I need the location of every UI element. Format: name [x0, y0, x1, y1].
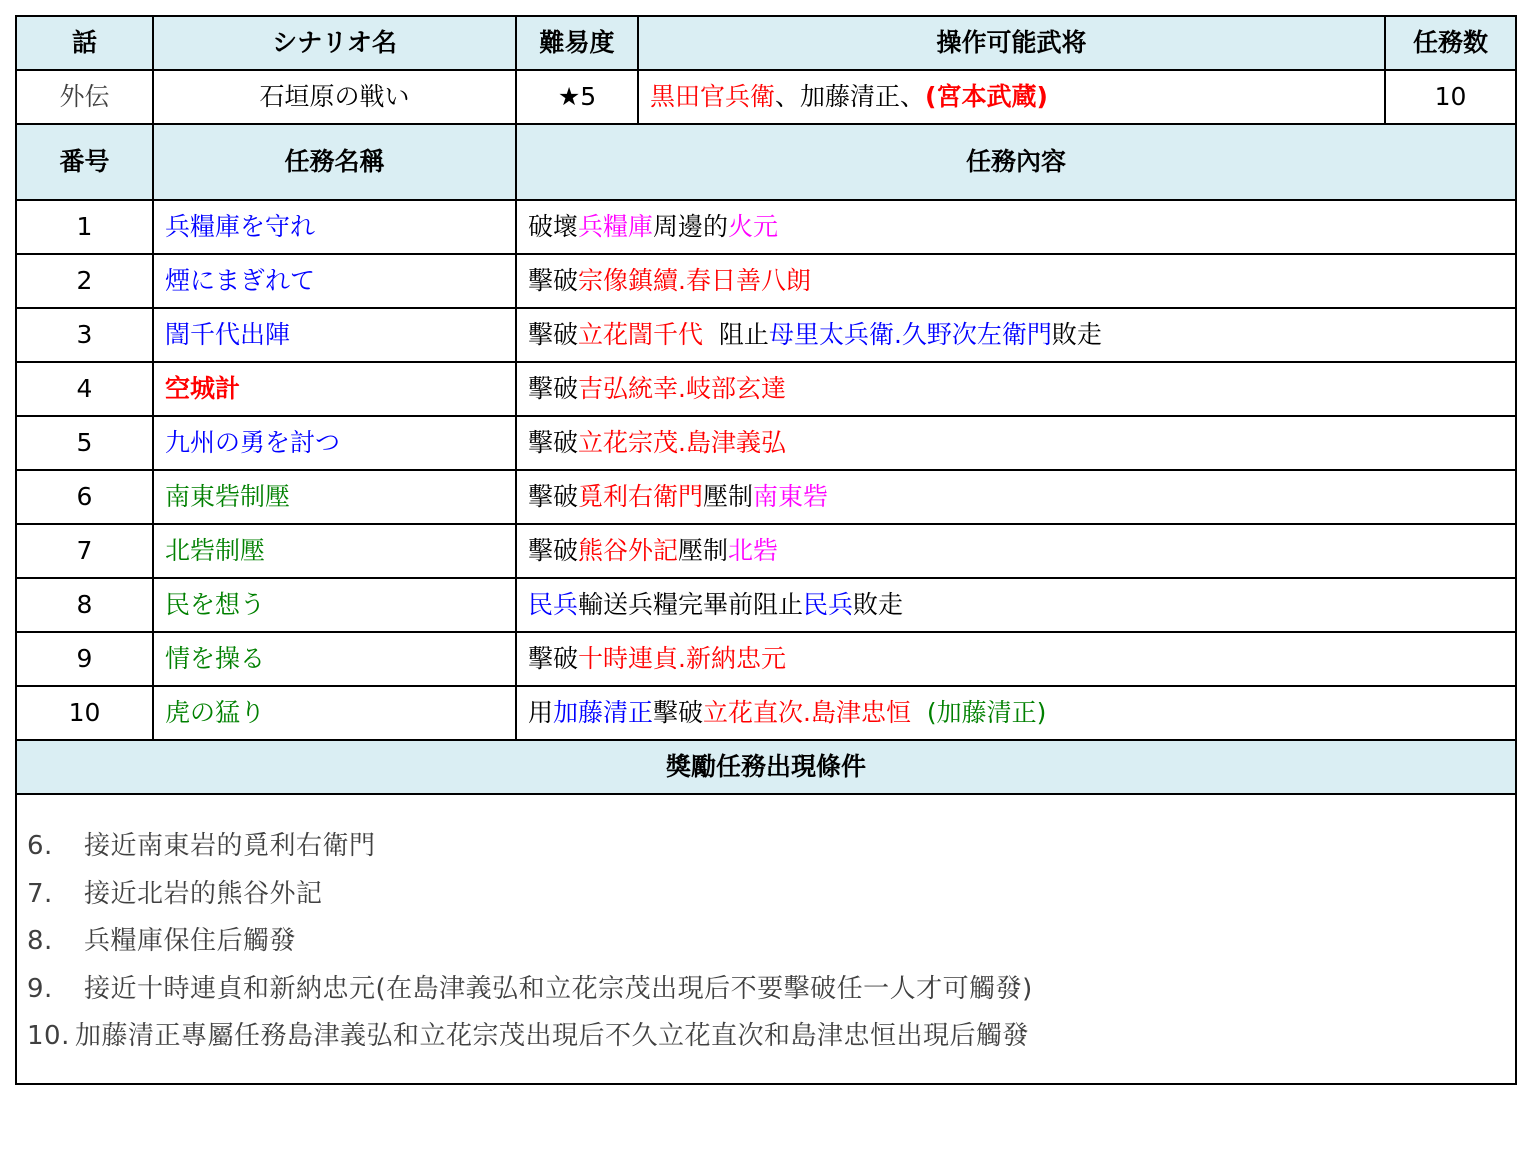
general-name-segment: (宮本武蔵) [925, 82, 1048, 111]
mission-content-segment: 熊谷外記 [578, 536, 679, 565]
mission-name: 南東砦制壓 [153, 470, 516, 524]
mission-content-segment: 兵糧庫 [578, 212, 654, 241]
mission-name: 誾千代出陣 [153, 308, 516, 362]
mission-content-segment: 敗走 [853, 590, 904, 619]
mission-content-segment: 擊破 [528, 536, 579, 565]
mission-content-segment: 壓制 [703, 482, 754, 511]
reward-notes-cell [16, 794, 1516, 1084]
mission-content [516, 362, 1516, 416]
mission-content [516, 254, 1516, 308]
mission-row [16, 632, 1516, 686]
mission-content-segment: 用 [528, 698, 554, 727]
mission-content-segment: 十時連貞.新納忠元 [578, 644, 786, 673]
reward-note [27, 966, 1515, 1014]
general-name-segment: 黒田官兵衛 [650, 82, 776, 111]
mission-number: 4 [16, 362, 153, 416]
mission-content-segment: 立花誾千代 [578, 320, 704, 349]
reward-note-text: 接近十時連貞和新納忠元(在島津義弘和立花宗茂出現后不要擊破任一人才可觸發) [84, 973, 1033, 1004]
reward-note-text: 加藤清正專屬任務島津義弘和立花宗茂出現后不久立花直次和島津忠恒出現后觸發 [75, 1021, 1030, 1051]
reward-note [27, 871, 1515, 919]
mission-name: 北砦制壓 [153, 524, 516, 578]
mission-content-segment: 民兵 [803, 590, 854, 619]
mission-name: 情を操る [153, 632, 516, 686]
mission-content-segment: 擊破 [528, 644, 579, 673]
mission-content-segment: 擊破 [528, 320, 579, 349]
reward-note-number: 10. [27, 1021, 70, 1051]
mission-row [16, 578, 1516, 632]
difficulty-header: 難易度 [516, 16, 638, 70]
mission-number: 10 [16, 686, 153, 740]
reward-notes-row [16, 794, 1516, 1084]
reward-note-number: 7. [27, 878, 53, 909]
mission-content [516, 686, 1516, 740]
mission-number: 2 [16, 254, 153, 308]
mission-content [516, 200, 1516, 254]
playable-generals-header: 操作可能武将 [638, 16, 1385, 70]
mission-number: 5 [16, 416, 153, 470]
mission-content [516, 416, 1516, 470]
reward-header-row [16, 740, 1516, 794]
mission-content [516, 578, 1516, 632]
scenario-name-header: シナリオ名 [153, 16, 516, 70]
mission-list [16, 200, 1516, 740]
mission-count-cell: 10 [1385, 70, 1516, 124]
mission-row [16, 470, 1516, 524]
mission-name: 虎の猛り [153, 686, 516, 740]
mission-content-segment: 立花宗茂.島津義弘 [578, 428, 786, 457]
mission-content-segment: 覓利右衛門 [578, 482, 704, 511]
mission-number: 9 [16, 632, 153, 686]
mission-number-header: 番号 [16, 124, 153, 200]
mission-name: 煙にまぎれて [153, 254, 516, 308]
mission-row [16, 416, 1516, 470]
mission-content [516, 308, 1516, 362]
reward-note-text: 接近南東岩的覓利右衛門 [84, 831, 376, 861]
mission-number: 7 [16, 524, 153, 578]
mission-number: 6 [16, 470, 153, 524]
mission-number: 1 [16, 200, 153, 254]
playable-generals-cell [638, 70, 1385, 124]
mission-content-segment: 擊破 [528, 482, 579, 511]
mission-name: 兵糧庫を守れ [153, 200, 516, 254]
mission-content-segment: 輸送兵糧完畢前阻止 [578, 590, 804, 619]
mission-name: 空城計 [153, 362, 516, 416]
mission-name: 九州の勇を討つ [153, 416, 516, 470]
mission-number: 8 [16, 578, 153, 632]
mission-content-segment: 破壞 [528, 212, 579, 241]
reward-note-text: 接近北岩的熊谷外記 [84, 878, 323, 909]
mission-content-segment: 加藤清正 [553, 698, 654, 727]
mission-content [516, 470, 1516, 524]
mission-content-segment: 吉弘統幸.岐部玄達 [578, 374, 786, 403]
mission-content-segment: 擊破 [528, 428, 579, 457]
mission-content-segment: 宗像鎮續.春日善八朗 [578, 266, 811, 295]
difficulty-cell: ★5 [516, 70, 638, 124]
reward-note-text: 兵糧庫保住后觸發 [84, 926, 297, 956]
reward-note-number: 6. [27, 831, 53, 861]
mission-row [16, 200, 1516, 254]
mission-content-segment: 北砦 [728, 536, 779, 565]
mission-content-segment: 立花直次.島津忠恒 [703, 698, 911, 727]
mission-content-segment: 南東砦 [753, 482, 829, 511]
mission-row [16, 686, 1516, 740]
mission-name: 民を想う [153, 578, 516, 632]
general-name-segment: 、加藤清正、 [775, 82, 926, 111]
mission-content-segment: 擊破 [653, 698, 704, 727]
episode-cell: 外伝 [16, 70, 153, 124]
scenario-row [16, 70, 1516, 124]
reward-note-number: 9. [27, 973, 53, 1004]
mission-row [16, 254, 1516, 308]
mission-row [16, 308, 1516, 362]
mission-content-segment: 火元 [728, 212, 779, 241]
mission-header-row [16, 124, 1516, 200]
scenario-name-cell: 石垣原の戦い [153, 70, 516, 124]
reward-note [27, 918, 1515, 966]
reward-conditions-header: 獎勵任務出現條件 [16, 740, 1516, 794]
scenario-header-row [16, 16, 1516, 70]
mission-content-segment: 民兵 [528, 590, 579, 619]
mission-content-segment: 周邊的 [653, 212, 729, 241]
mission-content-segment: 擊破 [528, 266, 579, 295]
episode-header: 話 [16, 16, 153, 70]
mission-name-header: 任務名稱 [153, 124, 516, 200]
mission-count-header: 任務数 [1385, 16, 1516, 70]
scenario-mission-table [15, 15, 1517, 1085]
mission-content-segment: 壓制 [678, 536, 729, 565]
mission-content [516, 632, 1516, 686]
reward-note-number: 8. [27, 926, 53, 956]
mission-row [16, 362, 1516, 416]
mission-content-segment: 敗走 [1051, 320, 1102, 349]
mission-content-segment: 擊破 [528, 374, 579, 403]
mission-number: 3 [16, 308, 153, 362]
reward-note [27, 1013, 1515, 1061]
reward-note [27, 823, 1515, 871]
mission-content-header: 任務內容 [516, 124, 1516, 200]
mission-row [16, 524, 1516, 578]
mission-content-segment: 阻止 [703, 320, 769, 349]
mission-content-segment: 母里太兵衛.久野次左衛門 [768, 320, 1052, 349]
mission-content [516, 524, 1516, 578]
mission-content-segment: (加藤清正) [911, 698, 1047, 727]
